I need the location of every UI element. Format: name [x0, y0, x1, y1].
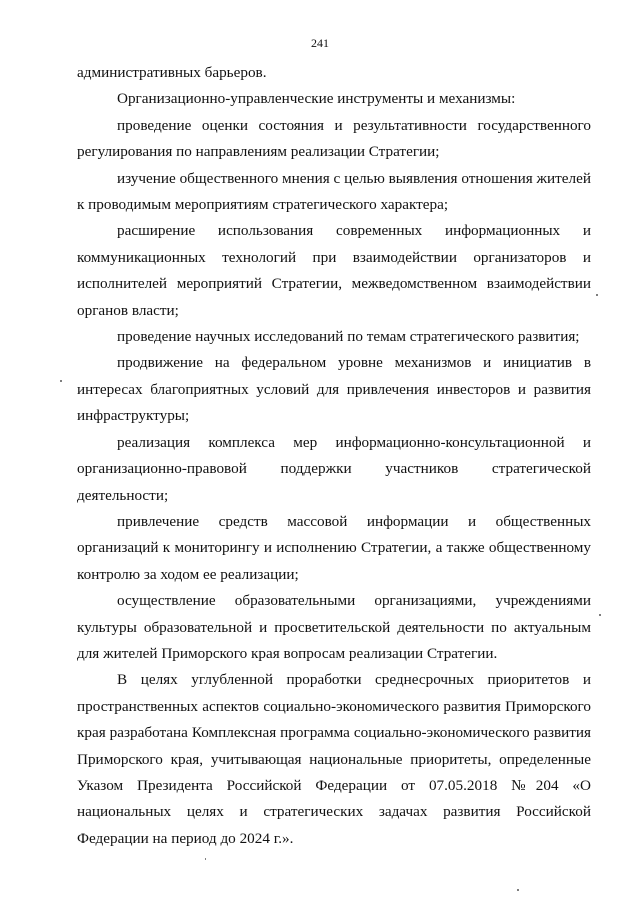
- list-item: продвижение на федеральном уровне механизмов и инициатив в интересах благоприятных условий для привлечения инвесторов и развития инфраструктуры;: [77, 354, 591, 425]
- body-text: [77, 60, 591, 852]
- scan-speck: [60, 380, 62, 382]
- scan-speck: [205, 858, 206, 860]
- paragraph-section-heading: Организационно-управленческие инструменты и механизмы:: [117, 90, 516, 108]
- list-item: расширение использования современных информационных и коммуникационных технологий при взаимодействии организаторов и исполнителей мероприятий Стратегии, межведомственном взаимодействии органов власти;: [77, 222, 591, 319]
- page-number: 241: [311, 36, 329, 50]
- list-item: проведение научных исследований по темам стратегического развития;: [117, 328, 580, 346]
- list-item: привлечение средств массовой информации и общественных организаций к мониторингу и исполнению Стратегии, а также общественному контролю за ходом ее реализации;: [77, 512, 591, 583]
- list-item: проведение оценки состояния и результативности государственного регулирования по направлениям реализации Стратегии;: [77, 116, 591, 161]
- list-item: реализация комплекса мер информационно-консультационной и организационно-правовой поддержки участников стратегической деятельности;: [77, 433, 591, 504]
- scan-speck: [596, 294, 598, 296]
- paragraph-continuation: административных барьеров.: [77, 64, 267, 81]
- list-item: осуществление образовательными организациями, учреждениями культуры образовательной и просветительской деятельности по актуальным для жителей Приморского края вопросам реализации Стратегии.: [77, 592, 591, 662]
- list-item: изучение общественного мнения с целью выявления отношения жителей к проводимым мероприятиям стратегического характера;: [77, 169, 591, 214]
- scan-speck: [599, 614, 601, 616]
- scan-speck: [517, 889, 519, 891]
- paragraph-program-note: В целях углубленной проработки среднесрочных приоритетов и пространственных аспектов социально-экономического развития Приморского края разработана Комплексная программа социально-экономического развития Приморского края, учитывающая национальные приоритеты, определенные Указом Президента Российской Федерации от 07.05.2018 №204 «О национальных целях и стратегических задачах развития Российской Федерации на период до 2024 г.».: [77, 671, 591, 847]
